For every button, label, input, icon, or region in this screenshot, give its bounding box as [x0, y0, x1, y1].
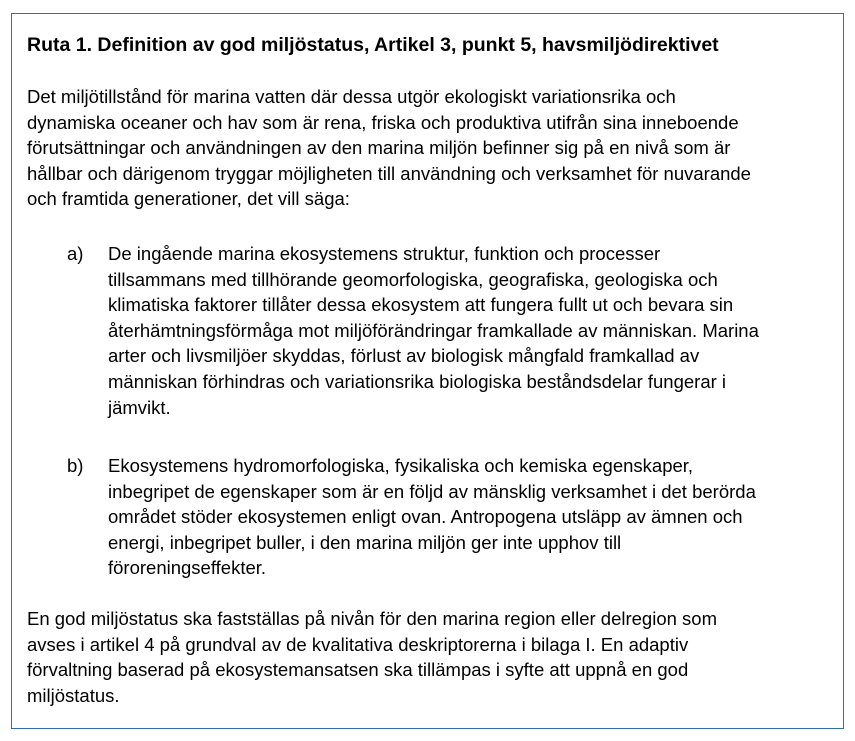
outro-line: avses i artikel 4 på grundval av de kvalitativa deskriptorerna i bilaga I. En adaptiv	[27, 633, 689, 655]
intro-line: förutsättningar och användningen av den marina miljön befinner sig på en nivå som är	[27, 137, 731, 159]
outro-line: En god miljöstatus ska fastställas på nivån för den marina region eller delregion som	[27, 608, 718, 629]
item-line: tillsammans med tillhörande geomorfologiska, geografiska, geologiska och	[108, 268, 718, 290]
list-item-text	[108, 453, 756, 581]
item-line: människan förhindras och variationsrika biologiska beståndsdelar fungerar i	[108, 370, 727, 392]
item-line: De ingående marina ekosystemens struktur, funktion och processer	[108, 243, 661, 264]
item-line: klimatiska faktorer tillåter dessa ekosystem att fungera fullt ut och bevara sin	[108, 294, 734, 316]
list-marker: b)	[67, 455, 84, 476]
intro-line: Det miljötillstånd för marina vatten där dessa utgör ekologiskt variationsrika och	[27, 86, 676, 107]
box-title: Ruta 1. Definition av god miljöstatus, Artikel 3, punkt 5, havsmiljödirektivet	[27, 34, 719, 56]
intro-paragraph	[27, 84, 827, 212]
item-line: återhämtningsförmåga mot miljöförändringar framkallade av människan. Marina	[108, 319, 759, 341]
intro-line: hållbar och därigenom tryggar möjligheten till användning och verksamhet för nuvarande	[27, 162, 751, 184]
outro-line: förvaltning baserad på ekosystemansatsen ska tillämpas i syfte att uppnå en god	[27, 659, 689, 681]
closing-paragraph	[27, 606, 827, 708]
intro-line: och framtida generationer, det vill säga:	[27, 188, 350, 210]
item-line: föroreningseffekter.	[108, 557, 267, 579]
item-line: området stöder ekosystemen enligt ovan. Antropogena utsläpp av ämnen och	[108, 506, 743, 528]
outro-line: miljöstatus.	[27, 684, 120, 706]
intro-line: dynamiska oceaner och hav som är rena, friska och produktiva utifrån sina inneboende	[27, 111, 739, 133]
item-line: energi, inbegripet buller, i den marina miljön ger inte upphov till	[108, 531, 622, 553]
item-line: arter och livsmiljöer skyddas, förlust av biologisk mångfald framkallad av	[108, 345, 700, 367]
item-line: inbegripet de egenskaper som är en följd av mänsklig verksamhet i det berörda	[108, 480, 756, 502]
list-item-text	[108, 241, 759, 420]
list-marker: a)	[67, 243, 84, 264]
item-line: jämvikt.	[108, 396, 171, 418]
item-line: Ekosystemens hydromorfologiska, fysikaliska och kemiska egenskaper,	[108, 455, 694, 476]
